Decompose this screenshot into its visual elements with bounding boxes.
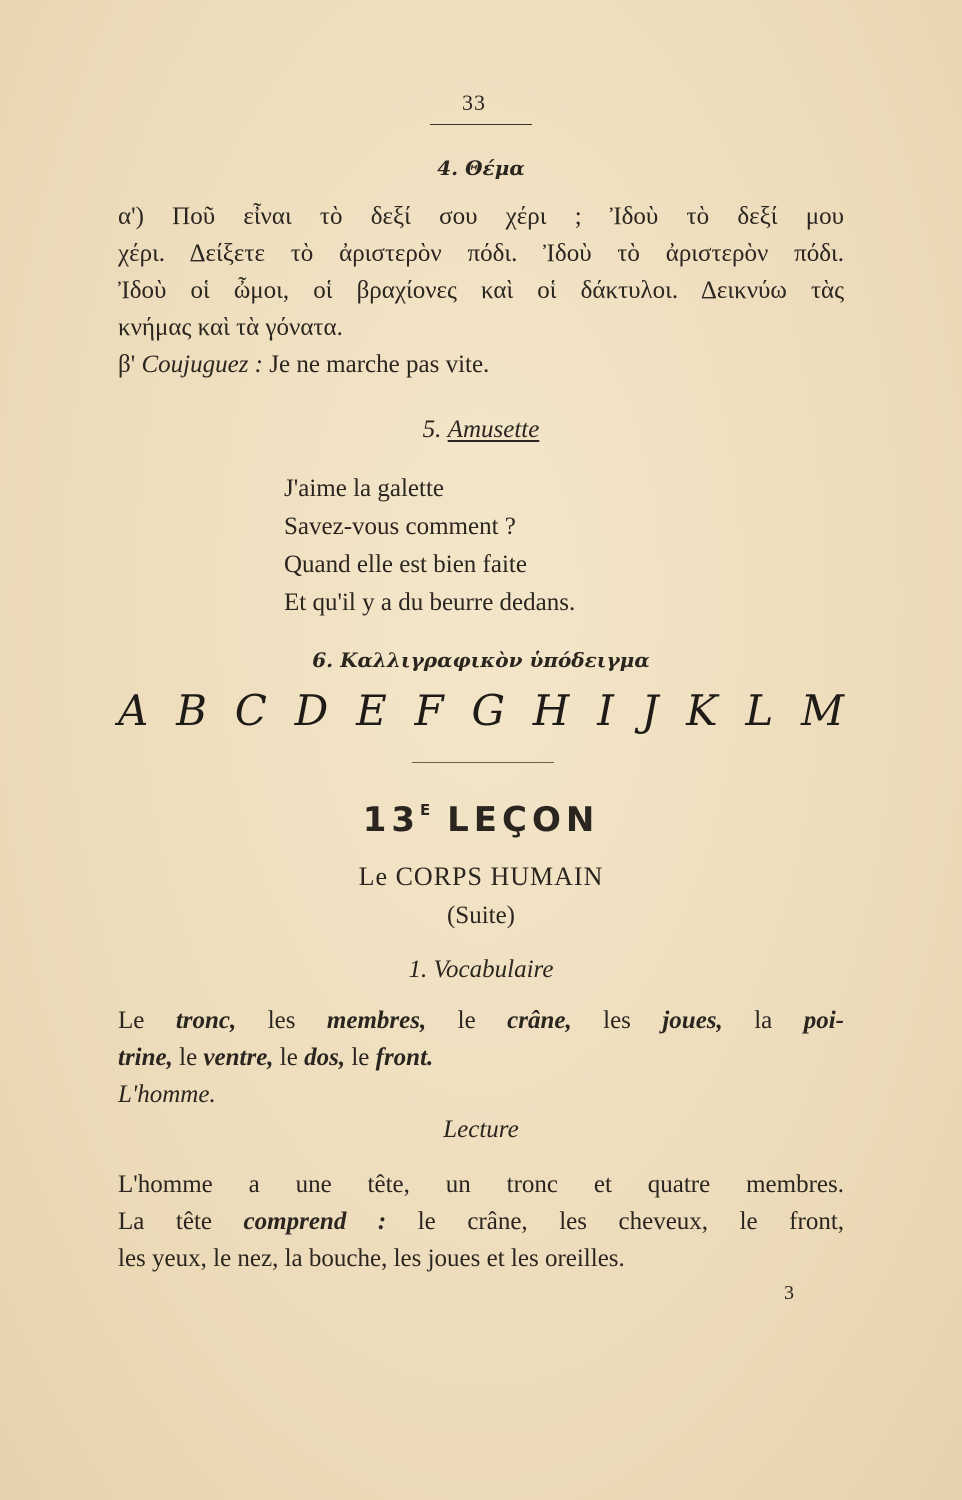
vocab-word-poitrine-part2: trine, [118, 1044, 173, 1071]
exercise-4-sentence: Je ne marche pas vite. [269, 351, 490, 378]
script-letter-h: H [532, 686, 570, 735]
vocab-article-3: le [457, 1007, 476, 1034]
vocab-article-5: la [754, 1007, 773, 1034]
vocab-word-lhomme: L'homme. [118, 1081, 216, 1108]
exercise-4-line-2: χέρι. Δείξετε τὸ ἀριστερὸν πόδι. Ἰδοὺ τὸ ἀριστερὸν πόδι. [118, 240, 844, 267]
script-letter-i: I [597, 686, 614, 735]
script-letter-m: M [800, 686, 844, 735]
vocab-article-7: le [279, 1044, 298, 1071]
vocab-word-joues: joues, [662, 1007, 723, 1034]
vocab-article-8: le [351, 1044, 370, 1071]
poem-line-4: Et qu'il y a du beurre dedans. [284, 589, 576, 616]
vocab-word-tronc: tronc, [175, 1007, 237, 1034]
lesson-subtitle: Le CORPS HUMAIN [358, 862, 604, 891]
vocabulaire-title: Vocabulaire [433, 956, 554, 983]
lecture-heading [0, 1116, 962, 1144]
exercise-4-line-1: α') Ποῦ εἶναι τὸ δεξί σου χέρι ; Ἰδοὺ τὸ δεξί μου [118, 203, 844, 230]
section-divider [412, 762, 554, 763]
vocab-article-1: Le [118, 1007, 145, 1034]
vocab-word-membres: membres, [326, 1007, 427, 1034]
poem-line-1: J'aime la galette [284, 475, 444, 502]
vocabulaire-line-2 [118, 1039, 844, 1076]
calligraphy-heading-text: 6. Καλλιγραφικὸν ὑπόδειγμα [312, 648, 650, 672]
vocabulaire-text [118, 1002, 844, 1113]
exercise-4-text [118, 198, 844, 383]
script-letter-k: K [686, 686, 718, 735]
page-number: 33 [462, 90, 486, 115]
lecture-line-1: L'homme a une tête, un tronc et quatre membres. [118, 1171, 844, 1198]
exercise-4-line-3: Ἰδοὺ οἱ ὦμοι, οἱ βραχίονες καὶ οἱ δάκτυλοι. Δεικνύω τὰς [118, 277, 844, 304]
script-letter-b: B [176, 686, 207, 735]
footer-page-number: 3 [784, 1282, 794, 1304]
exercise-4-beta: β' [118, 351, 136, 378]
calligraphy-letters [118, 686, 844, 735]
lesson-suite: (Suite) [446, 902, 516, 929]
calligraphy-heading [0, 648, 962, 672]
lesson-superscript: E [420, 801, 431, 819]
lecture-line-2-comprend: comprend : [243, 1208, 387, 1235]
exercise-4-line-4: κνήμας καὶ τὰ γόνατα. [118, 314, 343, 341]
script-letter-l: L [745, 686, 774, 735]
vocabulaire-line-1 [118, 1002, 844, 1039]
poem-line-3: Quand elle est bien faite [284, 551, 527, 578]
lesson-heading [0, 800, 962, 840]
script-letter-c: C [234, 686, 267, 735]
exercise-4-line-5 [118, 346, 844, 383]
script-letter-g: G [471, 686, 506, 735]
lecture-line-2 [118, 1203, 844, 1240]
lecture-line-3: les yeux, le nez, la bouche, les joues et les oreilles. [118, 1245, 625, 1272]
vocab-word-front: front. [375, 1044, 434, 1071]
vocab-article-2: les [267, 1007, 296, 1034]
script-letter-e: E [356, 686, 387, 735]
amusette-title: Amusette [447, 416, 540, 443]
lesson-number: 13 [362, 800, 421, 840]
lesson-title: LEÇON [447, 800, 600, 840]
page-number-rule [430, 124, 532, 125]
vocabulaire-number: 1. [408, 956, 428, 983]
exercise-4-heading [0, 156, 962, 180]
vocab-word-poitrine-part1: poi- [803, 1007, 844, 1034]
exercise-4-heading-text: 4. Θέμα [437, 156, 525, 180]
script-letter-f: F [414, 686, 444, 735]
amusette-number: 5. [422, 416, 442, 443]
vocabulaire-heading [0, 956, 962, 984]
poem-line-2: Savez-vous comment ? [284, 513, 516, 540]
lecture-line-2-start: La tête [118, 1208, 212, 1235]
lecture-title: Lecture [443, 1116, 519, 1143]
script-letter-a: A [118, 686, 149, 735]
script-letter-j: J [641, 686, 659, 735]
lecture-line-2-rest: le crâne, les cheveux, le front, [417, 1208, 845, 1235]
lecture-text [118, 1166, 844, 1277]
vocab-article-6: le [179, 1044, 198, 1071]
vocab-article-4: les [603, 1007, 631, 1034]
exercise-4-conjuguez: Coujuguez : [141, 351, 264, 378]
amusette-heading [0, 416, 962, 444]
vocab-word-ventre: ventre, [203, 1044, 274, 1071]
vocab-word-dos: dos, [304, 1044, 346, 1071]
amusette-poem [284, 470, 575, 622]
script-letter-d: D [294, 686, 329, 735]
vocab-word-crane: crâne, [507, 1007, 572, 1034]
